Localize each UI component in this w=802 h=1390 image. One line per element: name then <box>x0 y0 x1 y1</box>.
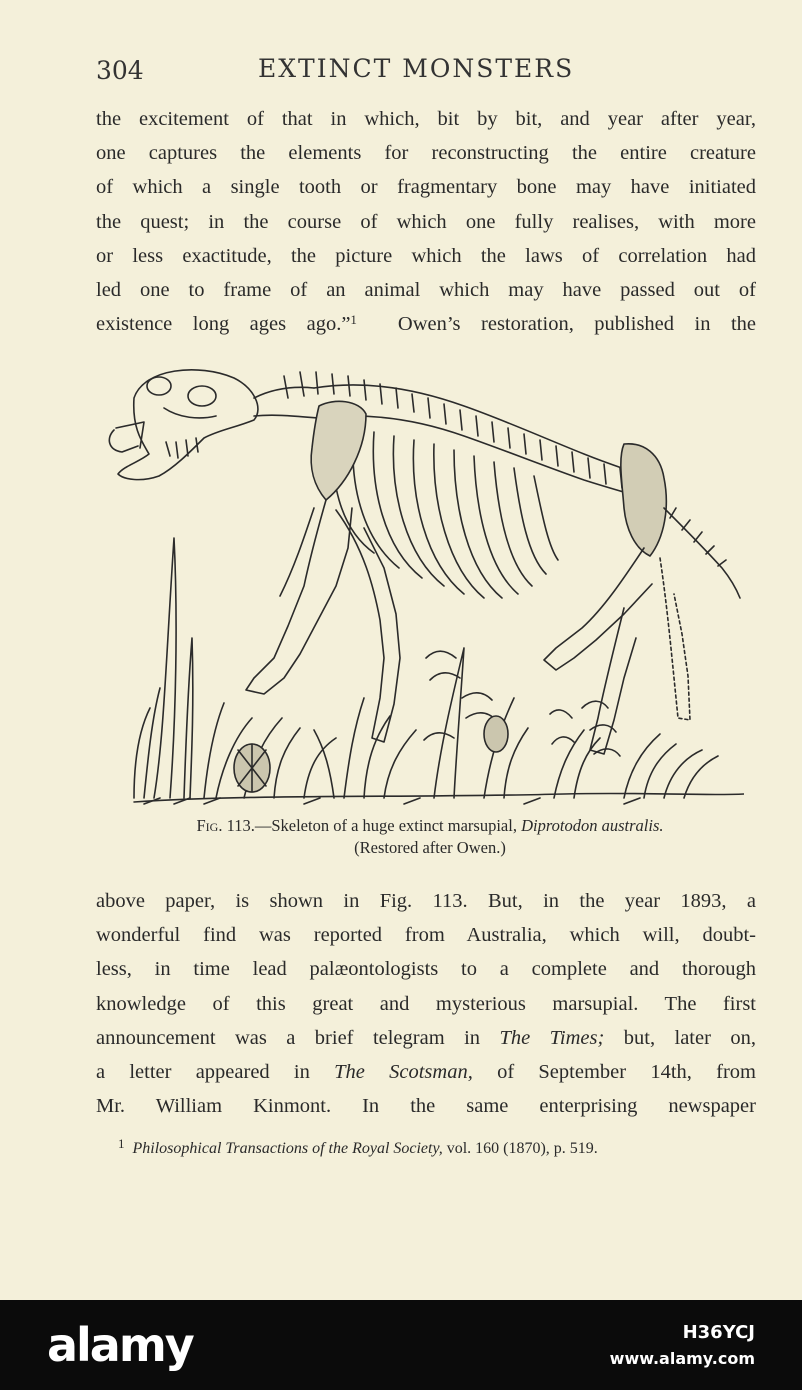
body-text-bottom <box>96 884 756 1123</box>
body-text-top <box>96 102 756 341</box>
text-line: less, in time lead palæontologists to a complete and thorough <box>96 958 756 981</box>
text-line: or less exactitude, the picture which the laws of correlation had <box>96 244 756 267</box>
caption-line-2: (Restored after Owen.) <box>354 838 506 857</box>
text-segment: but, later on, <box>623 1026 756 1049</box>
text-line <box>96 307 756 341</box>
text-line: the excitement of that in which, bit by bit, and year after year, <box>96 108 756 130</box>
text-line: above paper, is shown in Fig. 113. But, in the year 1893, a <box>96 890 756 912</box>
figure-caption <box>140 815 720 859</box>
footnote-source: Philosophical Transactions of the Royal Society, <box>132 1140 443 1157</box>
alamy-logo: alamy <box>47 1318 193 1372</box>
footnote-rest: vol. 160 (1870), p. 519. <box>446 1140 598 1157</box>
text-segment: of September 14th, from <box>497 1060 756 1083</box>
figure-label: Fig. 113. <box>196 816 255 835</box>
newspaper-title: The Scotsman, <box>334 1060 473 1083</box>
image-id: H36YCJ <box>682 1322 755 1343</box>
watermark-bar <box>0 1300 802 1390</box>
running-title: EXTINCT MONSTERS <box>258 54 575 83</box>
newspaper-title: The Times; <box>499 1026 605 1049</box>
text-line: Mr. William Kinmont. In the same enterprising newspaper <box>96 1095 756 1118</box>
footnote <box>118 1136 758 1158</box>
text-line: wonderful find was reported from Australia, which will, doubt- <box>96 924 756 947</box>
caption-line-1 <box>140 815 720 837</box>
caption-text: —Skeleton of a huge extinct marsupial, <box>254 816 517 835</box>
species-name: Diprotodon australis. <box>521 816 664 835</box>
text-line: led one to frame of an animal which may have passed out of <box>96 278 756 301</box>
footnote-reference: 1 <box>350 312 357 328</box>
text-segment: Owen’s restoration, published in the <box>397 313 756 336</box>
footnote-mark: 1 <box>118 1136 125 1151</box>
text-line: the quest; in the course of which one fully realises, with more <box>96 210 756 233</box>
text-line <box>96 1055 756 1089</box>
text-segment: announcement was a brief telegram in <box>96 1026 481 1049</box>
text-segment: existence long ages ago.” <box>96 313 351 336</box>
text-line: of which a single tooth or fragmentary bone may have initiated <box>96 176 756 199</box>
text-line <box>96 1021 756 1055</box>
running-header <box>96 54 756 88</box>
site-url: www.alamy.com <box>609 1349 755 1368</box>
text-segment: a letter appeared in <box>96 1060 310 1083</box>
text-line: one captures the elements for reconstructing the entire creature <box>96 142 756 165</box>
page-number: 304 <box>96 56 144 85</box>
diprotodon-skeleton-illustration <box>104 358 744 810</box>
text-line: knowledge of this great and mysterious marsupial. The first <box>96 992 756 1015</box>
